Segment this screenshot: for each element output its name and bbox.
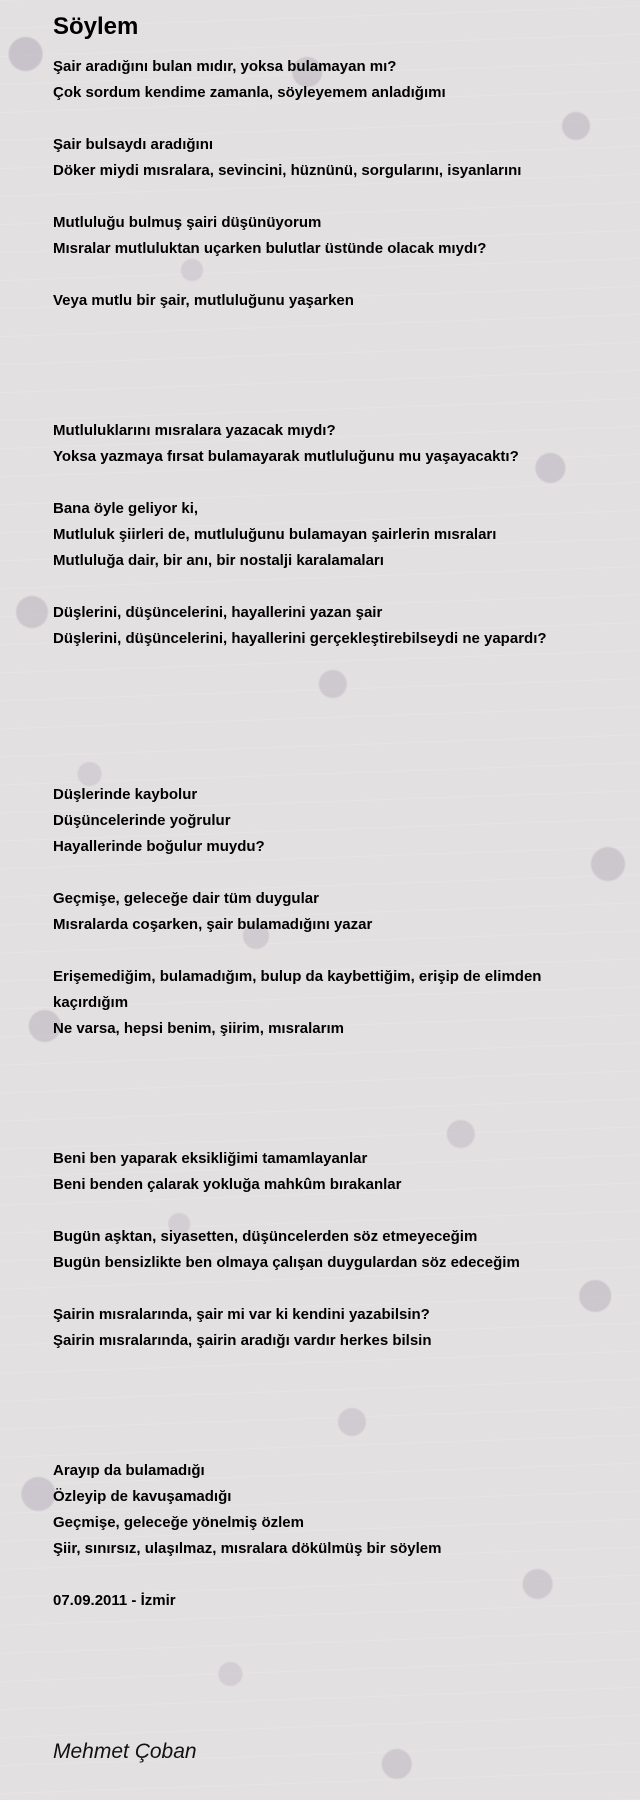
poem-line: Veya mutlu bir şair, mutluluğunu yaşarken [53, 292, 354, 309]
poem-line: Beni ben yaparak eksikliğimi tamamlayanlar [53, 1150, 368, 1167]
section-gap [53, 1354, 593, 1458]
poem-line: Hayallerinde boğulur muydu? [53, 838, 265, 855]
poem-line: Şair aradığını bulan mıdır, yoksa bulamayan mı? [53, 58, 397, 75]
poem-line: Düşlerini, düşüncelerini, hayallerini gerçekleştirebilseydi ne yapardı? [53, 630, 547, 647]
stanza [53, 600, 593, 652]
poem-line: Beni benden çalarak yokluğa mahkûm bırakanlar [53, 1176, 402, 1193]
poem-line: Döker miydi mısralara, sevincini, hüznünü, sorgularını, isyanlarını [53, 162, 522, 179]
poem-line: Özleyip de kavuşamadığı [53, 1488, 232, 1505]
stanza [53, 1146, 593, 1198]
poem-line: Geçmişe, geleceğe yönelmiş özlem [53, 1514, 304, 1531]
stanza-gap [53, 938, 593, 964]
poem-line: Şairin mısralarında, şair mi var ki kendini yazabilsin? [53, 1306, 430, 1323]
poem-line: Mutluluğu bulmuş şairi düşünüyorum [53, 214, 322, 231]
poem-line: Mutluluk şiirleri de, mutluluğunu bulamayan şairlerin mısraları [53, 526, 497, 543]
stanza-gap [53, 1276, 593, 1302]
poem-line: Şair bulsaydı aradığını [53, 136, 214, 153]
poem-line: Yoksa yazmaya fırsat bulamayarak mutluluğunu mu yaşayacaktı? [53, 448, 519, 465]
stanza [53, 496, 593, 574]
stanza [53, 210, 593, 262]
poem-line: Düşüncelerinde yoğrulur [53, 812, 231, 829]
stanza-gap [53, 860, 593, 886]
poem-line: Mısralarda coşarken, şair bulamadığını yazar [53, 916, 373, 933]
poem-body [53, 54, 593, 1614]
poem-line: Bugün aşktan, siyasetten, düşüncelerden söz etmeyeceğim [53, 1228, 478, 1245]
poem-line: Arayıp da bulamadığı [53, 1462, 205, 1479]
poem-line: Düşlerinde kaybolur [53, 786, 198, 803]
section-gap [53, 314, 593, 418]
stanza [53, 288, 593, 314]
poem-line: Bugün bensizlikte ben olmaya çalışan duygulardan söz edeceğim [53, 1254, 520, 1271]
stanza-gap [53, 1562, 593, 1588]
poem-line: Şiir, sınırsız, ulaşılmaz, mısralara dökülmüş bir söylem [53, 1540, 442, 1557]
poem-line: Mutluluklarını mısralara yazacak mıydı? [53, 422, 336, 439]
stanza [53, 886, 593, 938]
author-name: Mehmet Çoban [53, 1740, 197, 1763]
stanza [53, 782, 593, 860]
section-gap [53, 1042, 593, 1146]
stanza [53, 54, 593, 106]
stanza [53, 1224, 593, 1276]
poem-line: Düşlerini, düşüncelerini, hayallerini yazan şair [53, 604, 383, 621]
stanza-gap [53, 106, 593, 132]
stanza-gap [53, 470, 593, 496]
stanza-gap [53, 574, 593, 600]
poem-line: Ne varsa, hepsi benim, şiirim, mısralarım [53, 1020, 344, 1037]
poem-line: Bana öyle geliyor ki, [53, 500, 199, 517]
stanza-gap [53, 262, 593, 288]
stanza-gap [53, 184, 593, 210]
poem-line: Erişemediğim, bulamadığım, bulup da kaybettiğim, erişip de elimden [53, 968, 542, 985]
stanza [53, 418, 593, 470]
stanza-gap [53, 1198, 593, 1224]
poem-title: Söylem [53, 13, 139, 40]
stanza [53, 964, 593, 1042]
poem-line: Mısralar mutluluktan uçarken bulutlar üstünde olacak mıydı? [53, 240, 487, 257]
date-place: 07.09.2011 - İzmir [53, 1592, 176, 1609]
poem-line: Geçmişe, geleceğe dair tüm duygular [53, 890, 319, 907]
stanza [53, 1302, 593, 1354]
stanza [53, 1458, 593, 1562]
poem-line: Şairin mısralarında, şairin aradığı vardır herkes bilsin [53, 1332, 432, 1349]
section-gap [53, 652, 593, 782]
poem-line: kaçırdığım [53, 994, 129, 1011]
stanza [53, 132, 593, 184]
poem-line: Çok sordum kendime zamanla, söyleyemem anladığımı [53, 84, 446, 101]
poem-line: Mutluluğa dair, bir anı, bir nostalji karalamaları [53, 552, 384, 569]
